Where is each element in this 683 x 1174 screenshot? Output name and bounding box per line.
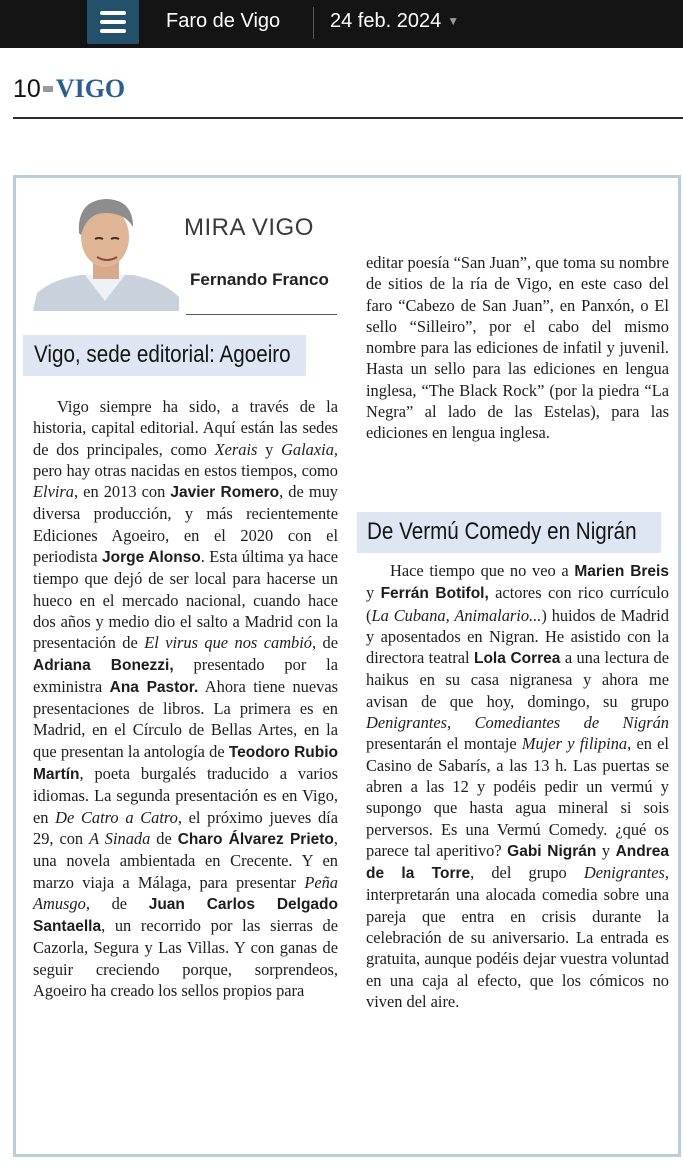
divider <box>313 7 314 39</box>
section-title: VIGO <box>55 74 126 103</box>
hamburger-menu-icon-bar <box>100 20 126 24</box>
date-selector[interactable] <box>330 10 459 33</box>
column-author: Fernando Franco <box>190 270 329 289</box>
publication-title: Faro de Vigo <box>166 10 281 32</box>
article-1-body <box>33 396 338 1001</box>
app-bar <box>0 0 683 48</box>
hamburger-menu-icon-bar <box>100 29 126 33</box>
menu-button[interactable] <box>87 0 139 44</box>
article-1-text: Vigo siempre ha sido, a través de la historia, capital editorial. Aquí están las sedes de dos principales, como Xerais y Galaxia, pero hay otras nacidas en estos tiempos, como Elvira, en 2013 con Javier Romero, de muy diversa producción, y más recientemente Ediciones Agoeiro, en el 2020 con el periodista Jorge Alonso. Esta última ya hace tiempo que dejó de ser local para hacerse un hueco en el mercado nacional, cuando hace dos años y medio dio el salto a Madrid con la presentación de El virus que nos cambió, de Adriana Bonezzi, presentado por la exministra Ana Pastor. Ahora tiene nuevas presentaciones de libros. La primera es en Madrid, en el Círculo de Bellas Artes, en la que presentan la antología de Teodoro Rubio Martín, poeta burgalés traducido a varios idiomas. La segunda presentación es en Vigo, en De Catro a Catro, el próximo jueves día 29, con A Sinada de Charo Álvarez Prieto, una novela ambientada en Crecente. Y en marzo viaja a Málaga, para presentar Peña Amusgo, de Juan Carlos Delgado Santaella, un recorrido por las sierras de Cazorla, Segura y Las Villas. Y con ganas de seguir creciendo porque, sorprendeos, Agoeiro ha creado los sellos propios para <box>33 397 339 1001</box>
article-1-continuation <box>366 252 669 444</box>
columnist-portrait <box>33 193 179 311</box>
page-marker <box>43 86 53 92</box>
page-header <box>13 74 125 106</box>
date-label: 24 feb. 2024 <box>330 10 442 32</box>
page-number: 10 <box>13 75 41 103</box>
author-rule <box>186 314 337 315</box>
hamburger-menu-icon <box>100 11 126 15</box>
article-1-headline: Vigo, sede editorial: Agoeiro <box>34 341 291 368</box>
article-1-text-continued: editar poesía “San Juan”, que toma su nombre de sitios de la ría de Vigo, en este caso del faro “Cabezo de San Juan”, en Panxón, o El sello “Silleiro”, por el cabo del mismo nombre para las ediciones de infatil y juvenil. Hasta un sello para las ediciones en lengua inglesa, “The Black Rock” (por la piedra “La Negra” al lado de las Estelas), para las ediciones en lengua inglesa. <box>366 253 669 443</box>
article-2-text: Hace tiempo que no veo a Marien Breis y Ferrán Botifol, actores con rico currículo (La Cubana, Animalario...) huidos de Madrid y aposentados en Nigran. He asistido con la directora teatral Lola Correa a una lectura de haikus en su casa nigranesa y ahora me avisan de que hoy, domingo, su grupo Denigrantes, Comediantes de Nigrán presentarán el montaje Mujer y filipina, en el Casino de Sabarís, a las 13 h. Las puertas se abren a las 12 y podéis pedir un vermú y supongo que hasta agua mineral si sois perversos. Es una Vermú Comedy. ¿qué os parece tal aperitivo? Gabi Nigrán y Andrea de la Torre, del grupo Denigrantes, interpretarán una alocada comedia sobre una pareja que entra en crisis durante la celebración de su aniversario. La entrada es gratuita, aunque podéis dejar vuestra voluntad en una caja al efecto, que los cómicos no viven del aire. <box>366 561 670 1011</box>
article-2-body <box>366 560 669 1012</box>
column-kicker: MIRA VIGO <box>184 214 314 241</box>
header-rule <box>13 117 683 119</box>
article-2-headline: De Vermú Comedy en Nigrán <box>367 518 637 545</box>
chevron-down-icon: ▼ <box>447 14 460 28</box>
